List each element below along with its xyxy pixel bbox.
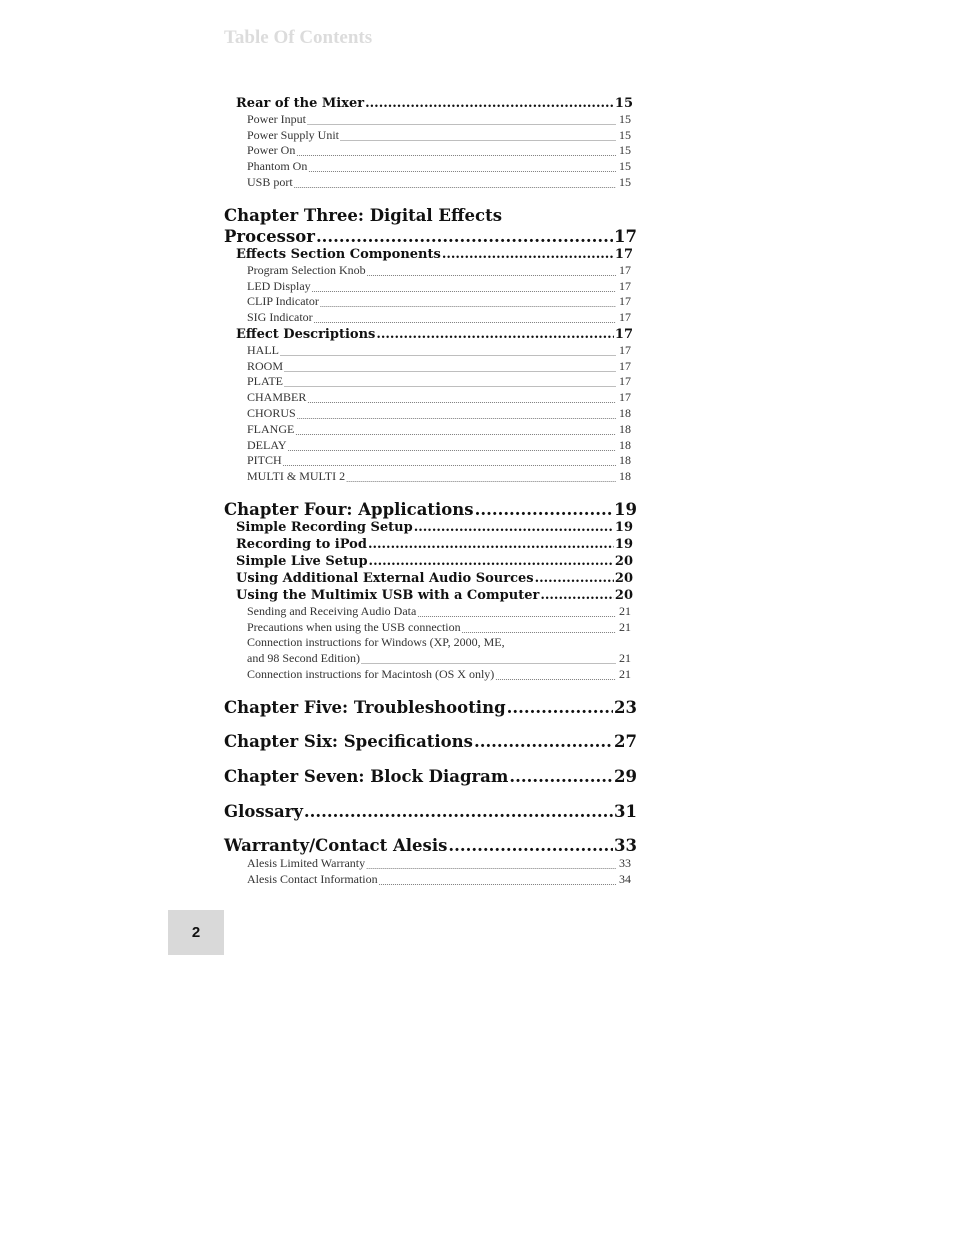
toc-entry-page: 17 — [614, 247, 633, 262]
toc-entry-title: Sending and Receiving Audio Data — [247, 604, 417, 618]
dot-leader — [283, 459, 616, 468]
toc-entry-page: 33 — [619, 856, 631, 870]
toc-entry-page: 17 — [614, 327, 633, 342]
toc-entry-title: Glossary — [224, 802, 303, 821]
toc-entry-title: Power Input — [247, 112, 306, 126]
toc-entry — [247, 359, 631, 374]
toc-entry-page: 17 — [619, 263, 631, 277]
toc-entry-title: Chapter Five: Troubleshooting — [224, 698, 506, 717]
dot-leader — [284, 380, 616, 389]
dot-leader — [414, 520, 614, 535]
toc-entry-page: 29 — [614, 767, 637, 786]
dot-leader — [316, 227, 613, 246]
dot-leader — [314, 316, 616, 325]
toc-entry-page: 18 — [619, 438, 631, 452]
dot-leader — [376, 327, 614, 342]
toc-entry-title: Connection instructions for Macintosh (OS X only) — [247, 667, 495, 681]
toc-entry — [247, 175, 631, 190]
toc-entry-page: 23 — [614, 698, 637, 717]
toc-entry-title: Chapter Six: Specifications — [224, 732, 473, 751]
toc-entry — [247, 469, 631, 484]
toc-entry-title: Precautions when using the USB connection — [247, 620, 461, 634]
dot-leader — [368, 537, 614, 552]
toc-entry — [247, 143, 631, 158]
toc-entry-page: 21 — [619, 604, 631, 618]
toc-entry-title: Effect Descriptions — [236, 327, 376, 342]
toc-entry — [224, 206, 637, 225]
dot-leader — [320, 300, 616, 309]
dot-leader — [280, 349, 616, 358]
toc-entry-page: 18 — [619, 453, 631, 467]
dot-leader — [294, 181, 616, 190]
toc-entry-title: ROOM — [247, 359, 284, 373]
toc-entry-page: 19 — [614, 537, 633, 552]
dot-leader — [365, 96, 614, 111]
toc-entry — [236, 537, 633, 552]
toc-entry-title: CHAMBER — [247, 390, 307, 404]
toc-entry — [247, 279, 631, 294]
toc-entry-title: CHORUS — [247, 406, 296, 420]
toc-entry — [247, 294, 631, 309]
toc-entry-page: 34 — [619, 872, 631, 886]
toc-entry — [236, 520, 633, 535]
dot-leader — [295, 428, 616, 437]
dot-leader — [367, 269, 616, 278]
toc-entry-page: 18 — [619, 469, 631, 483]
page-title: Table Of Contents — [224, 27, 373, 48]
toc-entry-page: 21 — [619, 667, 631, 681]
toc-entry-page: 17 — [619, 343, 631, 357]
toc-entry-page: 17 — [619, 359, 631, 373]
toc-entry-title: PITCH — [247, 453, 282, 467]
toc-entry — [247, 159, 631, 174]
dot-leader — [307, 118, 616, 127]
toc-entry-title: Using Additional External Audio Sources — [236, 571, 534, 586]
toc-entry — [236, 247, 633, 262]
toc-entry — [236, 96, 633, 111]
toc-entry-title: Chapter Three: Digital Effects — [224, 206, 502, 225]
toc-entry — [247, 310, 631, 325]
toc-entry — [236, 571, 633, 586]
toc-entry — [247, 112, 631, 127]
toc-entry-page: 18 — [619, 422, 631, 436]
toc-entry — [224, 836, 637, 855]
toc-entry-title: LED Display — [247, 279, 311, 293]
toc-entry-page: 20 — [614, 571, 633, 586]
toc-entry — [247, 856, 631, 871]
dot-leader — [297, 412, 616, 421]
toc-entry — [224, 698, 637, 717]
toc-entry-title: Simple Recording Setup — [236, 520, 413, 535]
page-number: 2 — [168, 910, 224, 955]
toc-entry-title: Rear of the Mixer — [236, 96, 365, 111]
toc-entry-page: 33 — [614, 836, 637, 855]
toc-entry-title: and 98 Second Edition) — [247, 651, 360, 665]
toc-entry-title: Chapter Four: Applications — [224, 500, 474, 519]
toc-entry-page: 17 — [619, 310, 631, 324]
toc-entry — [247, 872, 631, 887]
toc-entry-title: Power Supply Unit — [247, 128, 340, 142]
toc-entry — [247, 453, 631, 468]
toc-entry-page: 17 — [619, 279, 631, 293]
toc-entry-title: Recording to iPod — [236, 537, 367, 552]
toc-entry — [224, 500, 637, 519]
toc-entry-page: 15 — [619, 128, 631, 142]
toc-entry — [247, 406, 631, 421]
dot-leader — [462, 626, 616, 635]
dot-leader — [507, 698, 613, 717]
dot-leader — [540, 588, 614, 603]
dot-leader — [308, 165, 616, 174]
toc-entry — [236, 588, 633, 603]
dot-leader — [366, 862, 616, 871]
toc-entry-title: Connection instructions for Windows (XP, 2000, ME, — [247, 635, 505, 649]
dot-leader — [346, 475, 616, 484]
dot-leader — [535, 571, 614, 586]
toc-entry-page: 20 — [614, 588, 633, 603]
toc-entry-page: 15 — [619, 143, 631, 157]
toc-entry-title: PLATE — [247, 374, 283, 388]
toc-entry-page: 21 — [619, 620, 631, 634]
toc-entry — [247, 651, 631, 666]
toc-entry-title: Alesis Limited Warranty — [247, 856, 366, 870]
toc-entry-title: Simple Live Setup — [236, 554, 368, 569]
toc-entry — [247, 667, 631, 682]
dot-leader — [495, 673, 616, 682]
dot-leader — [448, 836, 613, 855]
toc-entry-title: Chapter Seven: Block Diagram — [224, 767, 509, 786]
dot-leader — [369, 554, 614, 569]
toc-entry-page: 15 — [619, 112, 631, 126]
toc-entry — [224, 767, 637, 786]
dot-leader — [284, 365, 616, 374]
toc-entry-title: MULTI & MULTI 2 — [247, 469, 346, 483]
dot-leader — [340, 134, 616, 143]
toc-entry — [247, 263, 631, 278]
toc-entry-page: 17 — [619, 294, 631, 308]
toc-entry — [224, 802, 637, 821]
toc-entry-title: Effects Section Components — [236, 247, 441, 262]
toc-entry — [224, 732, 637, 751]
toc-entry — [247, 422, 631, 437]
dot-leader — [296, 149, 616, 158]
toc-entry — [247, 620, 631, 635]
toc-entry-title: HALL — [247, 343, 279, 357]
toc-entry-title: Alesis Contact Information — [247, 872, 378, 886]
toc-entry-page: 15 — [619, 159, 631, 173]
dot-leader — [379, 878, 616, 887]
dot-leader — [417, 610, 616, 619]
toc-entry-page: 19 — [614, 520, 633, 535]
dot-leader — [288, 444, 616, 453]
toc-entry-page: 17 — [619, 374, 631, 388]
toc-entry-title: USB port — [247, 175, 293, 189]
toc-entry-page: 17 — [619, 390, 631, 404]
toc-entry — [247, 128, 631, 143]
toc-entry-title: SIG Indicator — [247, 310, 313, 324]
dot-leader — [475, 500, 613, 519]
toc-entry — [236, 554, 633, 569]
toc-entry-page: 20 — [614, 554, 633, 569]
toc-entry-title: Warranty/Contact Alesis — [224, 836, 448, 855]
toc-entry-title: Program Selection Knob — [247, 263, 366, 277]
toc-entry-title: DELAY — [247, 438, 287, 452]
toc-entry — [247, 635, 631, 650]
toc-entry-page: 18 — [619, 406, 631, 420]
dot-leader — [361, 657, 616, 666]
toc-entry-title: CLIP Indicator — [247, 294, 319, 308]
toc-entry — [247, 390, 631, 405]
toc-entry-title: Phantom On — [247, 159, 308, 173]
toc-entry-title: FLANGE — [247, 422, 295, 436]
toc-entry-page: 15 — [619, 175, 631, 189]
toc-entry-title: Power On — [247, 143, 296, 157]
toc-entry — [247, 374, 631, 389]
toc-entry-page: 19 — [614, 500, 637, 519]
toc-entry-title: Using the Multimix USB with a Computer — [236, 588, 540, 603]
toc-entry-page: 31 — [614, 802, 637, 821]
toc-entry-page: 21 — [619, 651, 631, 665]
toc-entry-page: 27 — [614, 732, 637, 751]
toc-entry-title: Processor — [224, 227, 315, 246]
toc-entry — [224, 227, 637, 246]
toc-entry — [247, 438, 631, 453]
toc-entry — [247, 343, 631, 358]
dot-leader — [312, 285, 616, 294]
dot-leader — [442, 247, 614, 262]
toc-entry — [247, 604, 631, 619]
toc-entry-page: 15 — [614, 96, 633, 111]
dot-leader — [474, 732, 613, 751]
dot-leader — [509, 767, 613, 786]
toc-entry — [236, 327, 633, 342]
dot-leader — [307, 396, 616, 405]
toc-entry-page: 17 — [614, 227, 637, 246]
dot-leader — [304, 802, 613, 821]
